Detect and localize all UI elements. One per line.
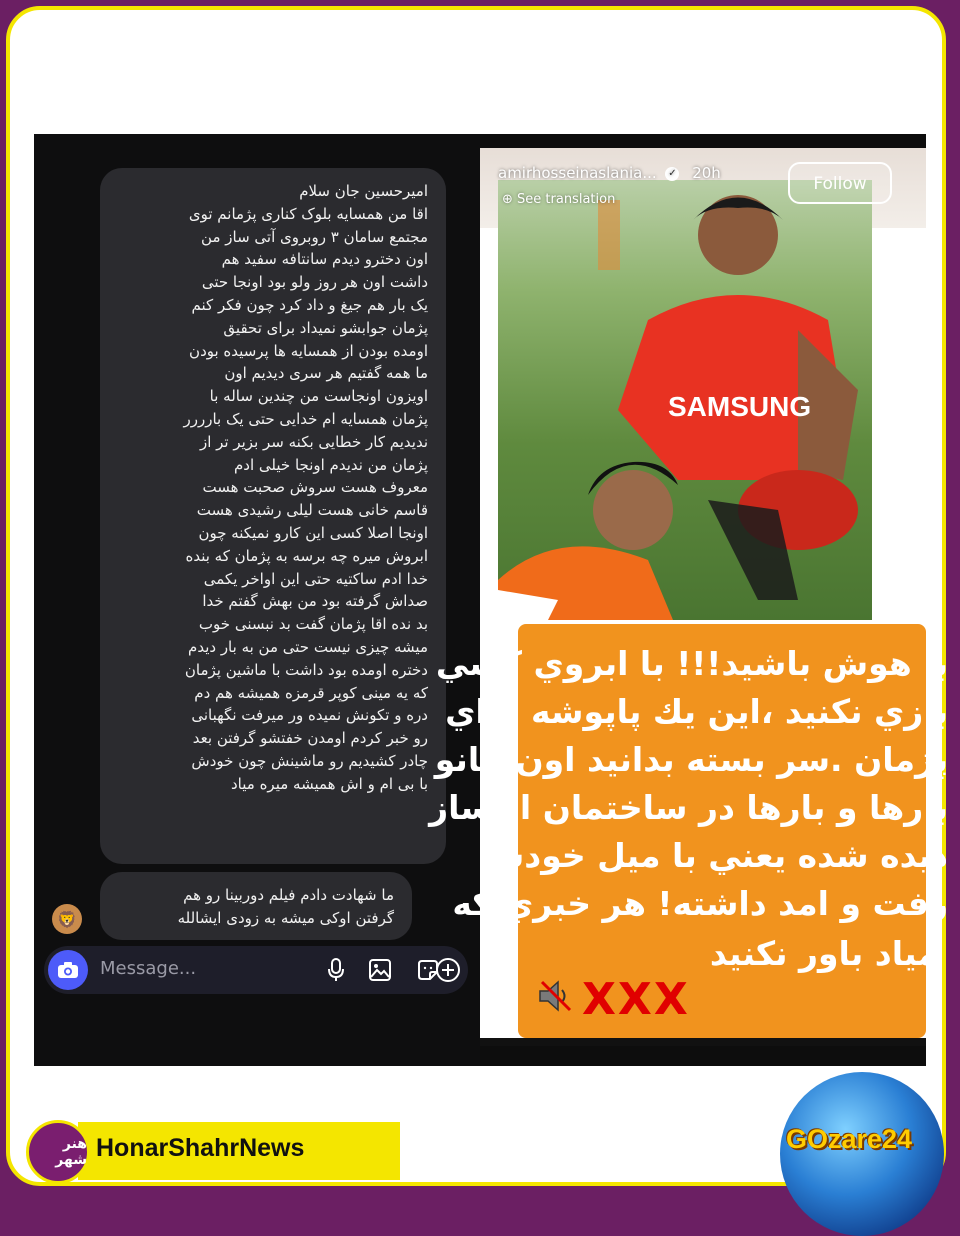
- caption-line: بازي نكنيد ،اين يك پاپوشه براي: [445, 692, 948, 731]
- follow-button[interactable]: Follow: [788, 162, 892, 204]
- story-photo: [498, 180, 872, 620]
- message-line: چادر کشیدیم رو ماشینش چون خودش: [191, 751, 428, 770]
- message-line: میشه چیزی نیست حتی من به بار دیدم: [188, 637, 428, 656]
- caption-line: با هوش باشید!!! با ابروي كسي: [435, 644, 948, 683]
- logo-badge: هنر شهر: [26, 1120, 90, 1184]
- voice-button[interactable]: [322, 956, 350, 984]
- caption-line: بارها و بارها در ساختمان اتيساز: [429, 788, 948, 827]
- message-line: اقا من همسایه بلوک کناری پژمانم توی: [188, 204, 428, 223]
- message-line: ابروش میره چه برسه به پژمان که بنده: [185, 546, 428, 565]
- message-line: گرفتن اوکی میشه به زودی ایشالله: [177, 908, 394, 927]
- message-line: ما شهادت دادم فیلم دوربینا رو هم: [183, 886, 394, 904]
- message-line: اویزون اونجاست من چندین ساله با: [209, 387, 428, 406]
- message-line: مجتمع سامان ۳ روبروی آتی ساز من: [201, 227, 428, 246]
- gozare24-logo: [780, 1072, 944, 1192]
- story-bottom-bar: [480, 1038, 926, 1046]
- message-line: ما همه گفتیم هر سری دیدیم اون: [224, 364, 428, 383]
- message-line: اونجا اصلا کسی این کارو نمیکنه چون: [198, 523, 428, 542]
- image-icon: [368, 958, 392, 982]
- microphone-icon: [327, 958, 345, 982]
- message-line: اومده بودن از همسایه ها پرسیده بودن: [189, 341, 428, 360]
- story-username[interactable]: [498, 164, 721, 182]
- story-caption-box: [429, 624, 948, 1038]
- message-line: دختره اومده بود داشت با ماشین پژمان: [184, 660, 428, 679]
- message-line: خدا ادم ساکتیه حتی این اواخر یکمی: [203, 569, 428, 588]
- xxx-mark: XXX: [582, 974, 690, 1025]
- message-line: پژمان جوابشو نمیداد برای تحقیق: [223, 318, 428, 337]
- globe-logo-name: GOzare24: [786, 1124, 913, 1154]
- message-line: امیرحسین جان سلام: [299, 182, 428, 200]
- caption-line: مياد باور نكنيد: [709, 934, 938, 973]
- plus-circle-icon: [435, 957, 461, 983]
- jersey-sponsor: SAMSUNG: [668, 391, 812, 422]
- logo-name-bar: [78, 1122, 400, 1180]
- logo-name: HonarShahrNews: [96, 1134, 305, 1162]
- message-line: با بی ام و اش همیشه میره میاد: [230, 774, 428, 793]
- message-line: ندیدیم کار خطایی بکنه سر بزیر تر از: [199, 432, 428, 451]
- message-line: اون دخترو دیدم سانتافه سفید هم: [221, 250, 428, 269]
- speaker-icon: [536, 976, 576, 1016]
- caption-line: پژمان .سر بسته بدانيد اون خانو: [434, 740, 948, 779]
- message-line: معروف هست سروش صحبت هست: [202, 478, 428, 497]
- message-bubble-short: [100, 872, 412, 940]
- players-illustration: [498, 180, 872, 620]
- message-line: قاسم خانی هست لیلی رشیدی هست: [196, 501, 428, 520]
- message-line: پژمان همسایه ام خدایی حتی یک بارررر: [183, 409, 428, 428]
- gallery-button[interactable]: [366, 956, 394, 984]
- story-age: 20h: [692, 164, 721, 182]
- globe-small-icon: ⊕: [502, 192, 518, 207]
- instagram-story: [429, 148, 948, 1046]
- message-line: که یه مینی کوپر قرمزه همیشه هم دم: [194, 683, 428, 702]
- add-button[interactable]: [434, 956, 462, 984]
- caption-line: رفت و امد داشته! هر خبري كه: [452, 884, 948, 923]
- see-translation-label[interactable]: See translation: [517, 192, 616, 207]
- username-text[interactable]: amirhosseinaslania...: [498, 164, 657, 182]
- message-composer[interactable]: [44, 946, 468, 994]
- camera-button[interactable]: [48, 950, 88, 990]
- camera-icon: [57, 961, 79, 979]
- message-input[interactable]: Message...: [100, 958, 197, 979]
- message-line: رو خبر کردم اومدن خفتشو گرفتن بعد: [192, 729, 428, 748]
- verified-badge-icon: ✓: [665, 167, 679, 181]
- honarshahr-logo: [26, 1120, 400, 1184]
- caption-line: ديده شده يعني با ميل خودش: [478, 836, 948, 875]
- message-line: صداش گرفته بود من بهش گفتم خدا: [202, 592, 428, 611]
- composite-screenshot: [34, 134, 948, 1066]
- message-line: بد نده اقا پژمان گفت بد نبسنی خوب: [198, 615, 428, 634]
- message-line: پژمان من ندیدم اونجا خیلی ادم: [234, 455, 428, 474]
- sender-avatar[interactable]: 🦁: [52, 904, 82, 934]
- message-line: یک بار هم جیغ و داد کرد چون فکر کنم: [191, 295, 428, 314]
- message-bubble-long: [100, 168, 446, 864]
- see-translation-link[interactable]: [502, 192, 615, 207]
- dm-thread: [34, 134, 480, 1066]
- message-line: دره و تکونش نمیده ور میرفت نگهبانی: [191, 706, 428, 725]
- message-line: داشت اون هر روز ولو بود اونجا حتی: [201, 273, 428, 292]
